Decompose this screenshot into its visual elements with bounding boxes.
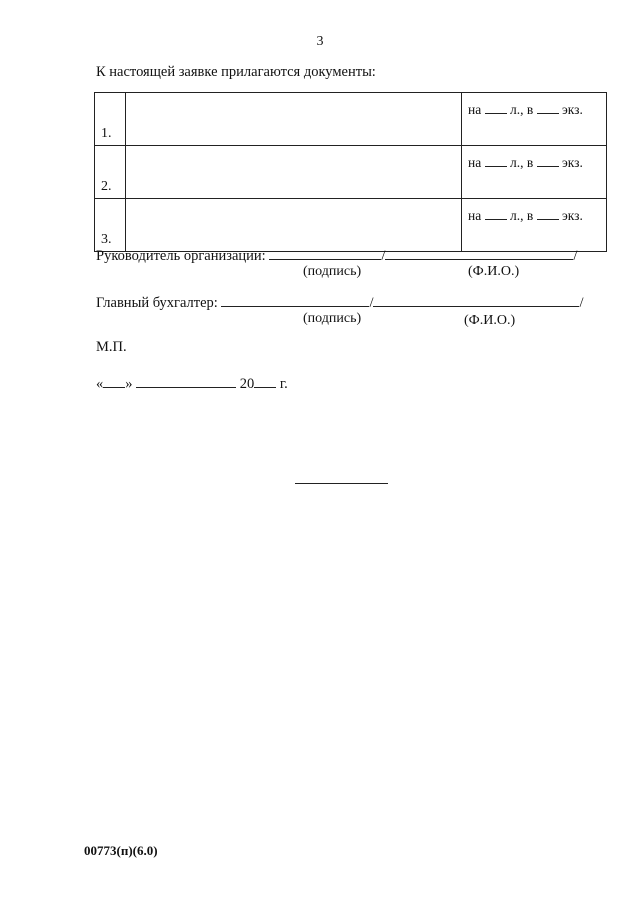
copies-blank[interactable] — [537, 207, 559, 220]
date-quote-open: « — [96, 376, 104, 392]
accountant-name-caption: (Ф.И.О.) — [464, 313, 516, 328]
copies-suffix: экз. — [561, 102, 583, 117]
seal-label: М.П. — [96, 339, 127, 355]
pages-copies-field[interactable] — [462, 93, 607, 146]
end-divider — [295, 483, 388, 484]
table-row — [95, 146, 607, 199]
accountant-signature-caption: (подпись) — [303, 311, 362, 326]
table-row — [95, 199, 607, 252]
month-line[interactable] — [136, 373, 236, 388]
pages-prefix: на — [468, 102, 482, 117]
row-number: 3. — [95, 199, 126, 252]
pages-copies-field[interactable] — [462, 199, 607, 252]
accountant-label: Главный бухгалтер: — [96, 295, 218, 311]
pages-mid: л., в — [509, 208, 534, 223]
head-signature-row: Руководитель организации: / / — [96, 245, 577, 265]
document-title-field[interactable] — [126, 199, 462, 252]
document-title-field[interactable] — [126, 93, 462, 146]
head-name-caption: (Ф.И.О.) — [468, 264, 520, 279]
document-title-field[interactable] — [126, 146, 462, 199]
intro-text: К настоящей заявке прилагаются документы: — [96, 64, 376, 80]
pages-mid: л., в — [509, 155, 534, 170]
day-line[interactable] — [103, 373, 125, 388]
copies-blank[interactable] — [537, 101, 559, 114]
row-number: 2. — [95, 146, 126, 199]
copies-suffix: экз. — [561, 208, 583, 223]
pages-blank[interactable] — [485, 101, 507, 114]
accountant-name-line[interactable] — [373, 292, 579, 307]
date-row — [96, 373, 288, 393]
head-name-line[interactable] — [385, 245, 573, 260]
pages-blank[interactable] — [485, 154, 507, 167]
date-quote-close: » — [125, 376, 133, 392]
accountant-signature-line[interactable] — [221, 292, 369, 307]
form-code: 00773(п)(6.0) — [84, 843, 158, 858]
pages-copies-field[interactable] — [462, 146, 607, 199]
copies-blank[interactable] — [537, 154, 559, 167]
page-number: 3 — [316, 34, 324, 49]
pages-mid: л., в — [509, 102, 534, 117]
table-row — [95, 93, 607, 146]
year-prefix: 20 — [239, 376, 255, 392]
head-signature-caption: (подпись) — [303, 264, 362, 279]
copies-suffix: экз. — [561, 155, 583, 170]
pages-prefix: на — [468, 155, 482, 170]
year-line[interactable] — [254, 373, 276, 388]
accountant-signature-row: Главный бухгалтер: / / — [96, 292, 584, 312]
head-signature-line[interactable] — [269, 245, 381, 260]
pages-blank[interactable] — [485, 207, 507, 220]
year-suffix: г. — [279, 376, 288, 392]
documents-table — [94, 92, 607, 252]
head-label: Руководитель организации: — [96, 248, 266, 264]
row-number: 1. — [95, 93, 126, 146]
pages-prefix: на — [468, 208, 482, 223]
